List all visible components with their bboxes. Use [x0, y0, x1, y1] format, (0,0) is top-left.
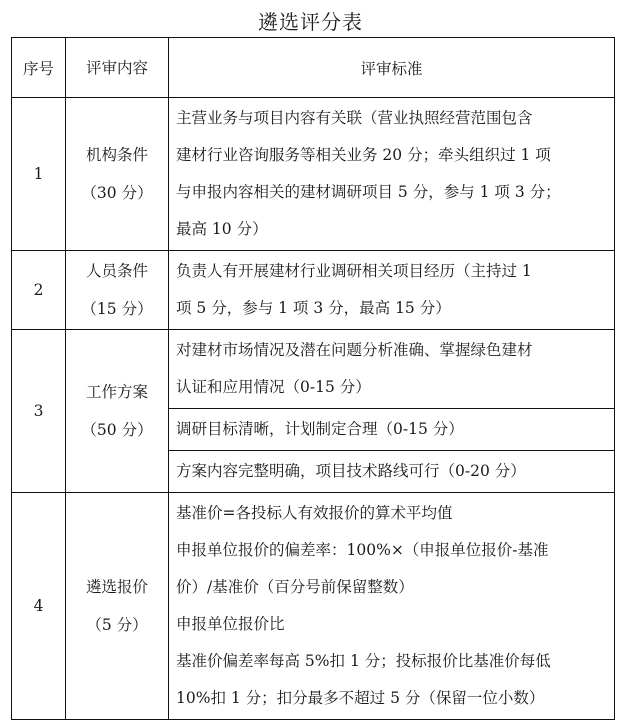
criteria-line: 建材行业咨询服务等相关业务 20 分；牵头组织过 1 项 [176, 146, 551, 164]
criteria-line: 最高 10 分） [176, 220, 268, 238]
header-criteria: 评审标准 [169, 38, 615, 98]
table-row [12, 493, 615, 720]
criteria-cell [169, 251, 615, 330]
content-label: 遴选报价 [85, 578, 148, 596]
criteria-line: 调研目标清晰，计划制定合理（0-15 分） [176, 420, 464, 438]
criteria-line: 基准价=各投标人有效报价的算术平均值 [176, 504, 453, 522]
content-label: 工作方案 [85, 383, 148, 401]
criteria-cell [169, 451, 615, 493]
row-number: 2 [12, 251, 66, 330]
header-content: 评审内容 [66, 38, 169, 98]
row-number: 3 [12, 330, 66, 493]
table-row [12, 251, 615, 330]
row-number: 4 [12, 493, 66, 720]
header-row [12, 38, 615, 98]
content-label: 人员条件 [85, 262, 148, 280]
content-points: （30 分） [81, 184, 153, 202]
criteria-line: 对建材市场情况及潜在问题分析准确、掌握绿色建材 [176, 341, 533, 359]
criteria-line: 申报单位报价的偏差率：100%×（申报单位报价-基准 [176, 541, 549, 559]
criteria-line: 10%扣 1 分；扣分最多不超过 5 分（保留一位小数） [176, 689, 545, 707]
criteria-line: 主营业务与项目内容有关联（营业执照经营范围包含 [176, 109, 533, 127]
criteria-cell [169, 98, 615, 251]
content-points: （50 分） [81, 421, 153, 439]
criteria-line: 与申报内容相关的建材调研项目 5 分，参与 1 项 3 分； [176, 183, 561, 201]
table-row [12, 98, 615, 251]
content-points: （5 分） [86, 616, 148, 634]
review-content [66, 330, 169, 493]
review-content [66, 251, 169, 330]
criteria-cell [169, 409, 615, 451]
criteria-line: 基准价偏差率每高 5%扣 1 分；投标报价比基准价每低 [176, 652, 551, 670]
header-no: 序号 [12, 38, 66, 98]
page-title: 遴选评分表 [258, 10, 363, 34]
content-label: 机构条件 [85, 146, 148, 164]
review-content [66, 493, 169, 720]
criteria-line: 价）/基准价（百分号前保留整数） [176, 578, 414, 596]
row-number: 1 [12, 98, 66, 251]
criteria-cell [169, 330, 615, 409]
content-points: （15 分） [81, 300, 153, 318]
table-row [12, 330, 615, 409]
criteria-line: 认证和应用情况（0-15 分） [176, 378, 371, 396]
criteria-line: 申报单位报价比 [176, 615, 285, 633]
criteria-cell [169, 493, 615, 720]
criteria-line: 方案内容完整明确，项目技术路线可行（0-20 分） [176, 462, 526, 480]
criteria-line: 项 5 分，参与 1 项 3 分，最高 15 分） [176, 299, 451, 317]
review-content [66, 98, 169, 251]
scoring-table [11, 37, 615, 720]
criteria-line: 负责人有开展建材行业调研相关项目经历（主持过 1 [176, 262, 532, 280]
